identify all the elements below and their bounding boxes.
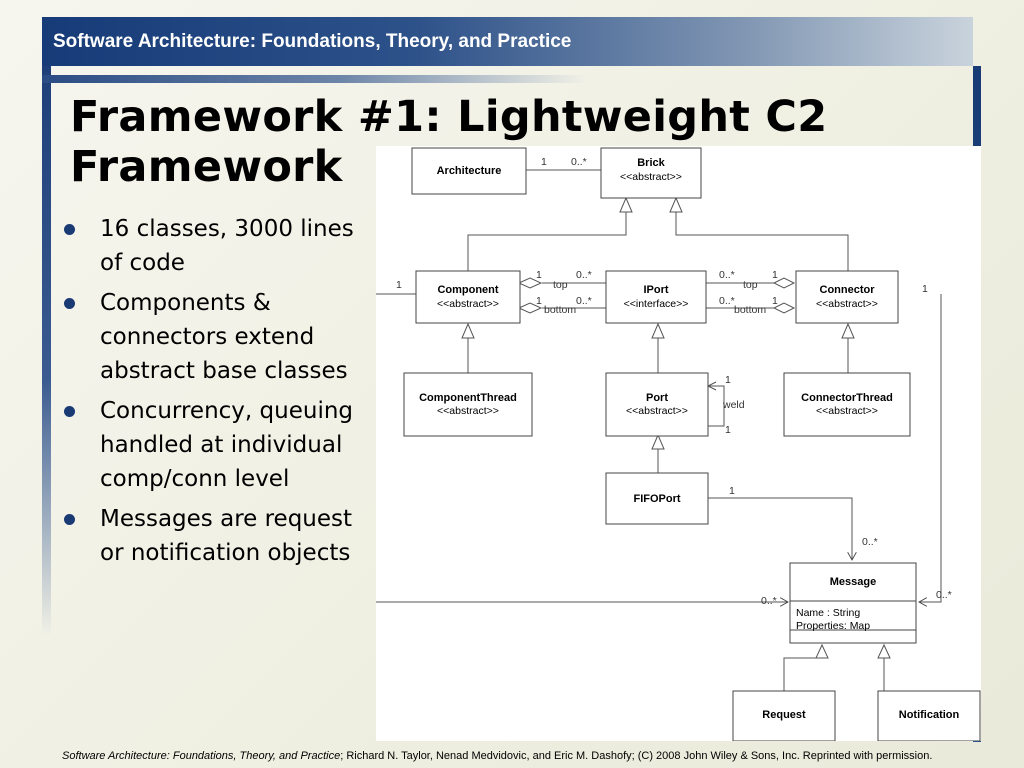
label: 1 bbox=[541, 156, 547, 168]
label: 0..* bbox=[576, 269, 592, 281]
label: weld bbox=[723, 399, 745, 411]
connector-thread-name: ConnectorThread bbox=[801, 392, 893, 404]
label: 1 bbox=[772, 295, 778, 307]
label: bottom bbox=[734, 304, 767, 316]
message-name: Message bbox=[829, 576, 877, 588]
component-stereotype: <<abstract>> bbox=[437, 298, 499, 310]
class-component bbox=[416, 271, 520, 323]
connector-brick-inheritance bbox=[676, 212, 848, 271]
label: 1 bbox=[396, 279, 402, 291]
brick-stereotype: <<abstract>> bbox=[620, 171, 682, 183]
bullet-dot-icon bbox=[64, 514, 75, 525]
label: 1 bbox=[536, 295, 542, 307]
bullet-item bbox=[60, 502, 375, 570]
bullet-item bbox=[60, 212, 375, 280]
message-attr-properties: Properties: Map bbox=[796, 620, 871, 632]
label: 1 bbox=[536, 269, 542, 281]
component-name: Component bbox=[437, 284, 499, 296]
fifo-port-name: FIFOPort bbox=[633, 493, 681, 505]
label: 0..* bbox=[862, 536, 878, 548]
label: 1 bbox=[725, 424, 731, 436]
header-bar bbox=[42, 17, 973, 66]
label: 0..* bbox=[761, 595, 777, 607]
component-thread-stereotype: <<abstract>> bbox=[437, 405, 499, 417]
architecture-name: Architecture bbox=[436, 165, 502, 177]
header-title: Software Architecture: Foundations, Theory, and Practice bbox=[53, 31, 572, 52]
bullet-text: 16 classes, 3000 lines of code bbox=[100, 216, 354, 276]
bullet-item bbox=[60, 394, 375, 496]
request-name: Request bbox=[762, 709, 806, 721]
component-brick-inheritance bbox=[468, 212, 626, 271]
footer-credit-text: ; Richard N. Taylor, Nenad Medvidovic, and Eric M. Dashofy; (C) 2008 John Wiley & Sons, Inc. Reprinted with permission. bbox=[340, 750, 933, 762]
top-accent-bar bbox=[42, 75, 587, 83]
label: 1 bbox=[772, 269, 778, 281]
bullet-text: Components & connectors extend abstract base classes bbox=[100, 290, 348, 384]
bullet-text: Concurrency, queuing handled at individual comp/conn level bbox=[100, 398, 354, 492]
class-connector bbox=[796, 271, 898, 323]
port-stereotype: <<abstract>> bbox=[626, 405, 688, 417]
label: 1 bbox=[922, 283, 928, 295]
label: top bbox=[743, 279, 758, 291]
label: 1 bbox=[729, 485, 735, 497]
bullet-item bbox=[60, 286, 375, 388]
label: 1 bbox=[725, 374, 731, 386]
left-accent-bar bbox=[42, 66, 51, 636]
iport-name: IPort bbox=[643, 284, 669, 296]
bullet-dot-icon bbox=[64, 406, 75, 417]
label: 0..* bbox=[576, 295, 592, 307]
bullet-list bbox=[60, 212, 375, 576]
bullet-dot-icon bbox=[64, 224, 75, 235]
brick-name: Brick bbox=[637, 157, 665, 169]
footer-book-title: Software Architecture: Foundations, Theory, and Practice bbox=[62, 750, 341, 762]
bullet-text: Messages are request or notification objects bbox=[100, 506, 353, 566]
label: 0..* bbox=[936, 589, 952, 601]
component-thread-name: ComponentThread bbox=[419, 392, 517, 404]
iport-stereotype: <<interface>> bbox=[623, 298, 689, 310]
label: 0..* bbox=[719, 269, 735, 281]
class-iport bbox=[606, 271, 706, 323]
slide-title: Framework #1: Lightweight C2 Framework bbox=[70, 92, 828, 192]
message-attr-name: Name : String bbox=[796, 607, 861, 619]
label: top bbox=[553, 279, 568, 291]
connector-name: Connector bbox=[819, 284, 875, 296]
connector-thread-stereotype: <<abstract>> bbox=[816, 405, 878, 417]
footer-credit bbox=[62, 750, 982, 762]
uml-class-diagram bbox=[376, 146, 981, 741]
notification-name: Notification bbox=[898, 709, 960, 721]
label: bottom bbox=[544, 304, 577, 316]
label: 0..* bbox=[571, 156, 587, 168]
connector-stereotype: <<abstract>> bbox=[816, 298, 878, 310]
port-name: Port bbox=[646, 392, 668, 404]
bullet-dot-icon bbox=[64, 298, 75, 309]
label: 0..* bbox=[719, 295, 735, 307]
